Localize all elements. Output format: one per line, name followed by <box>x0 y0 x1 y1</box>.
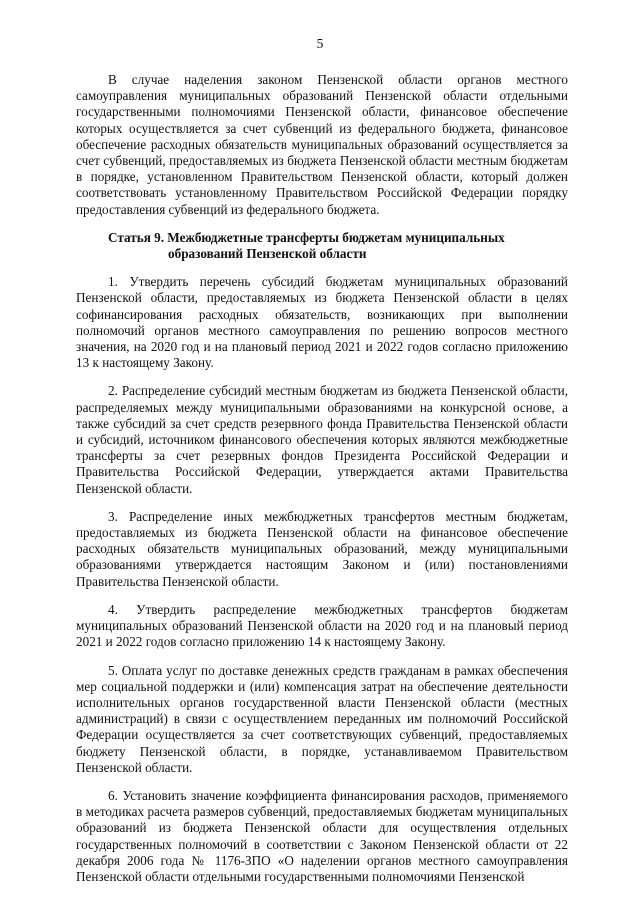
spacer <box>76 651 568 663</box>
article-item-4: 4. Утвердить распределение межбюджетных трансфертов бюджетам муниципальных образований Пензенской области на 2020 год и на плановый период 2021 и 2022 годов согласно приложению 14 к настоящему Закону. <box>76 601 568 650</box>
article-heading-line2: образований Пензенской области <box>168 246 367 262</box>
document-body <box>76 72 568 885</box>
spacer <box>76 590 568 602</box>
page-number: 5 <box>316 36 324 51</box>
article-item-3: 3. Распределение иных межбюджетных трансфертов местным бюджетам, предоставляемых из бюджета Пензенской области на финансовое обеспечение расходных обязательств муниципальных образований, между муниципальными образованиями утверждается настоящим Законом и (или) постановлениями Правительства Пензенской области. <box>76 508 568 589</box>
article-heading-line1: Статья 9. Межбюджетные трансферты бюджетам муниципальных <box>108 229 505 245</box>
spacer <box>76 262 568 274</box>
article-item-6: 6. Установить значение коэффициента финансирования расходов, применяемого в методиках расчета размеров субвенций, предоставляемых бюджетам муниципальных образований из бюджета Пензенской области для осуществления отдельных государственных полномочий в соответствии с Законом Пензенской области от 22 декабря 2006 года № 1176-ЗПО «О наделении органов местного самоуправления Пензенской области отдельными государственными полномочиями Пензенской <box>76 787 568 884</box>
article-heading <box>76 230 568 262</box>
spacer <box>76 776 568 788</box>
spacer <box>76 497 568 509</box>
spacer <box>76 218 568 230</box>
article-item-2: 2. Распределение субсидий местным бюджетам из бюджета Пензенской области, распределяемых между муниципальными образованиями на конкурсной основе, а также субсидий за счет средств резервного фонда Правительства Пензенской области и субсидий, источником финансового обеспечения которых являются межбюджетные трансферты за счет резервных фондов Президента Российской Федерации и Правительства Российской Федерации, утверждается актами Правительства Пензенской области. <box>76 383 568 496</box>
intro-paragraph: В случае наделения законом Пензенской области органов местного самоуправления муниципальных образований Пензенской области отдельными государственными полномочиями Пензенской области, финансовое обеспечение которых осуществляется за счет субвенций из федерального бюджета, финансовое обеспечение расходных обязательств муниципальных образований осуществляется за счет субвенций, предоставляемых из бюджета Пензенской области местным бюджетам в порядке, установленном Правительством Пензенской области, который должен соответствовать установленному Правительством Российской Федерации порядку предоставления субвенций из федерального бюджета. <box>76 72 568 217</box>
article-item-1: 1. Утвердить перечень субсидий бюджетам муниципальных образований Пензенской области, предоставляемых из бюджета Пензенской области в целях софинансирования расходных обязательств, возникающих при выполнении полномочий органов местного самоуправления по решению вопросов местного значения, на 2020 год и на плановый период 2021 и 2022 годов согласно приложению 13 к настоящему Закону. <box>76 274 568 371</box>
spacer <box>76 371 568 383</box>
article-item-5: 5. Оплата услуг по доставке денежных средств гражданам в рамках обеспечения мер социальной поддержки и (или) компенсация затрат на обеспечение деятельности исполнительных органов государственной власти Пензенской области (местных администраций) в связи с осуществлением переданных им полномочий Российской Федерации осуществляется за счет соответствующих субвенций, предоставляемых бюджету Пензенской области, в порядке, устанавливаемом Правительством Пензенской области. <box>76 662 568 775</box>
